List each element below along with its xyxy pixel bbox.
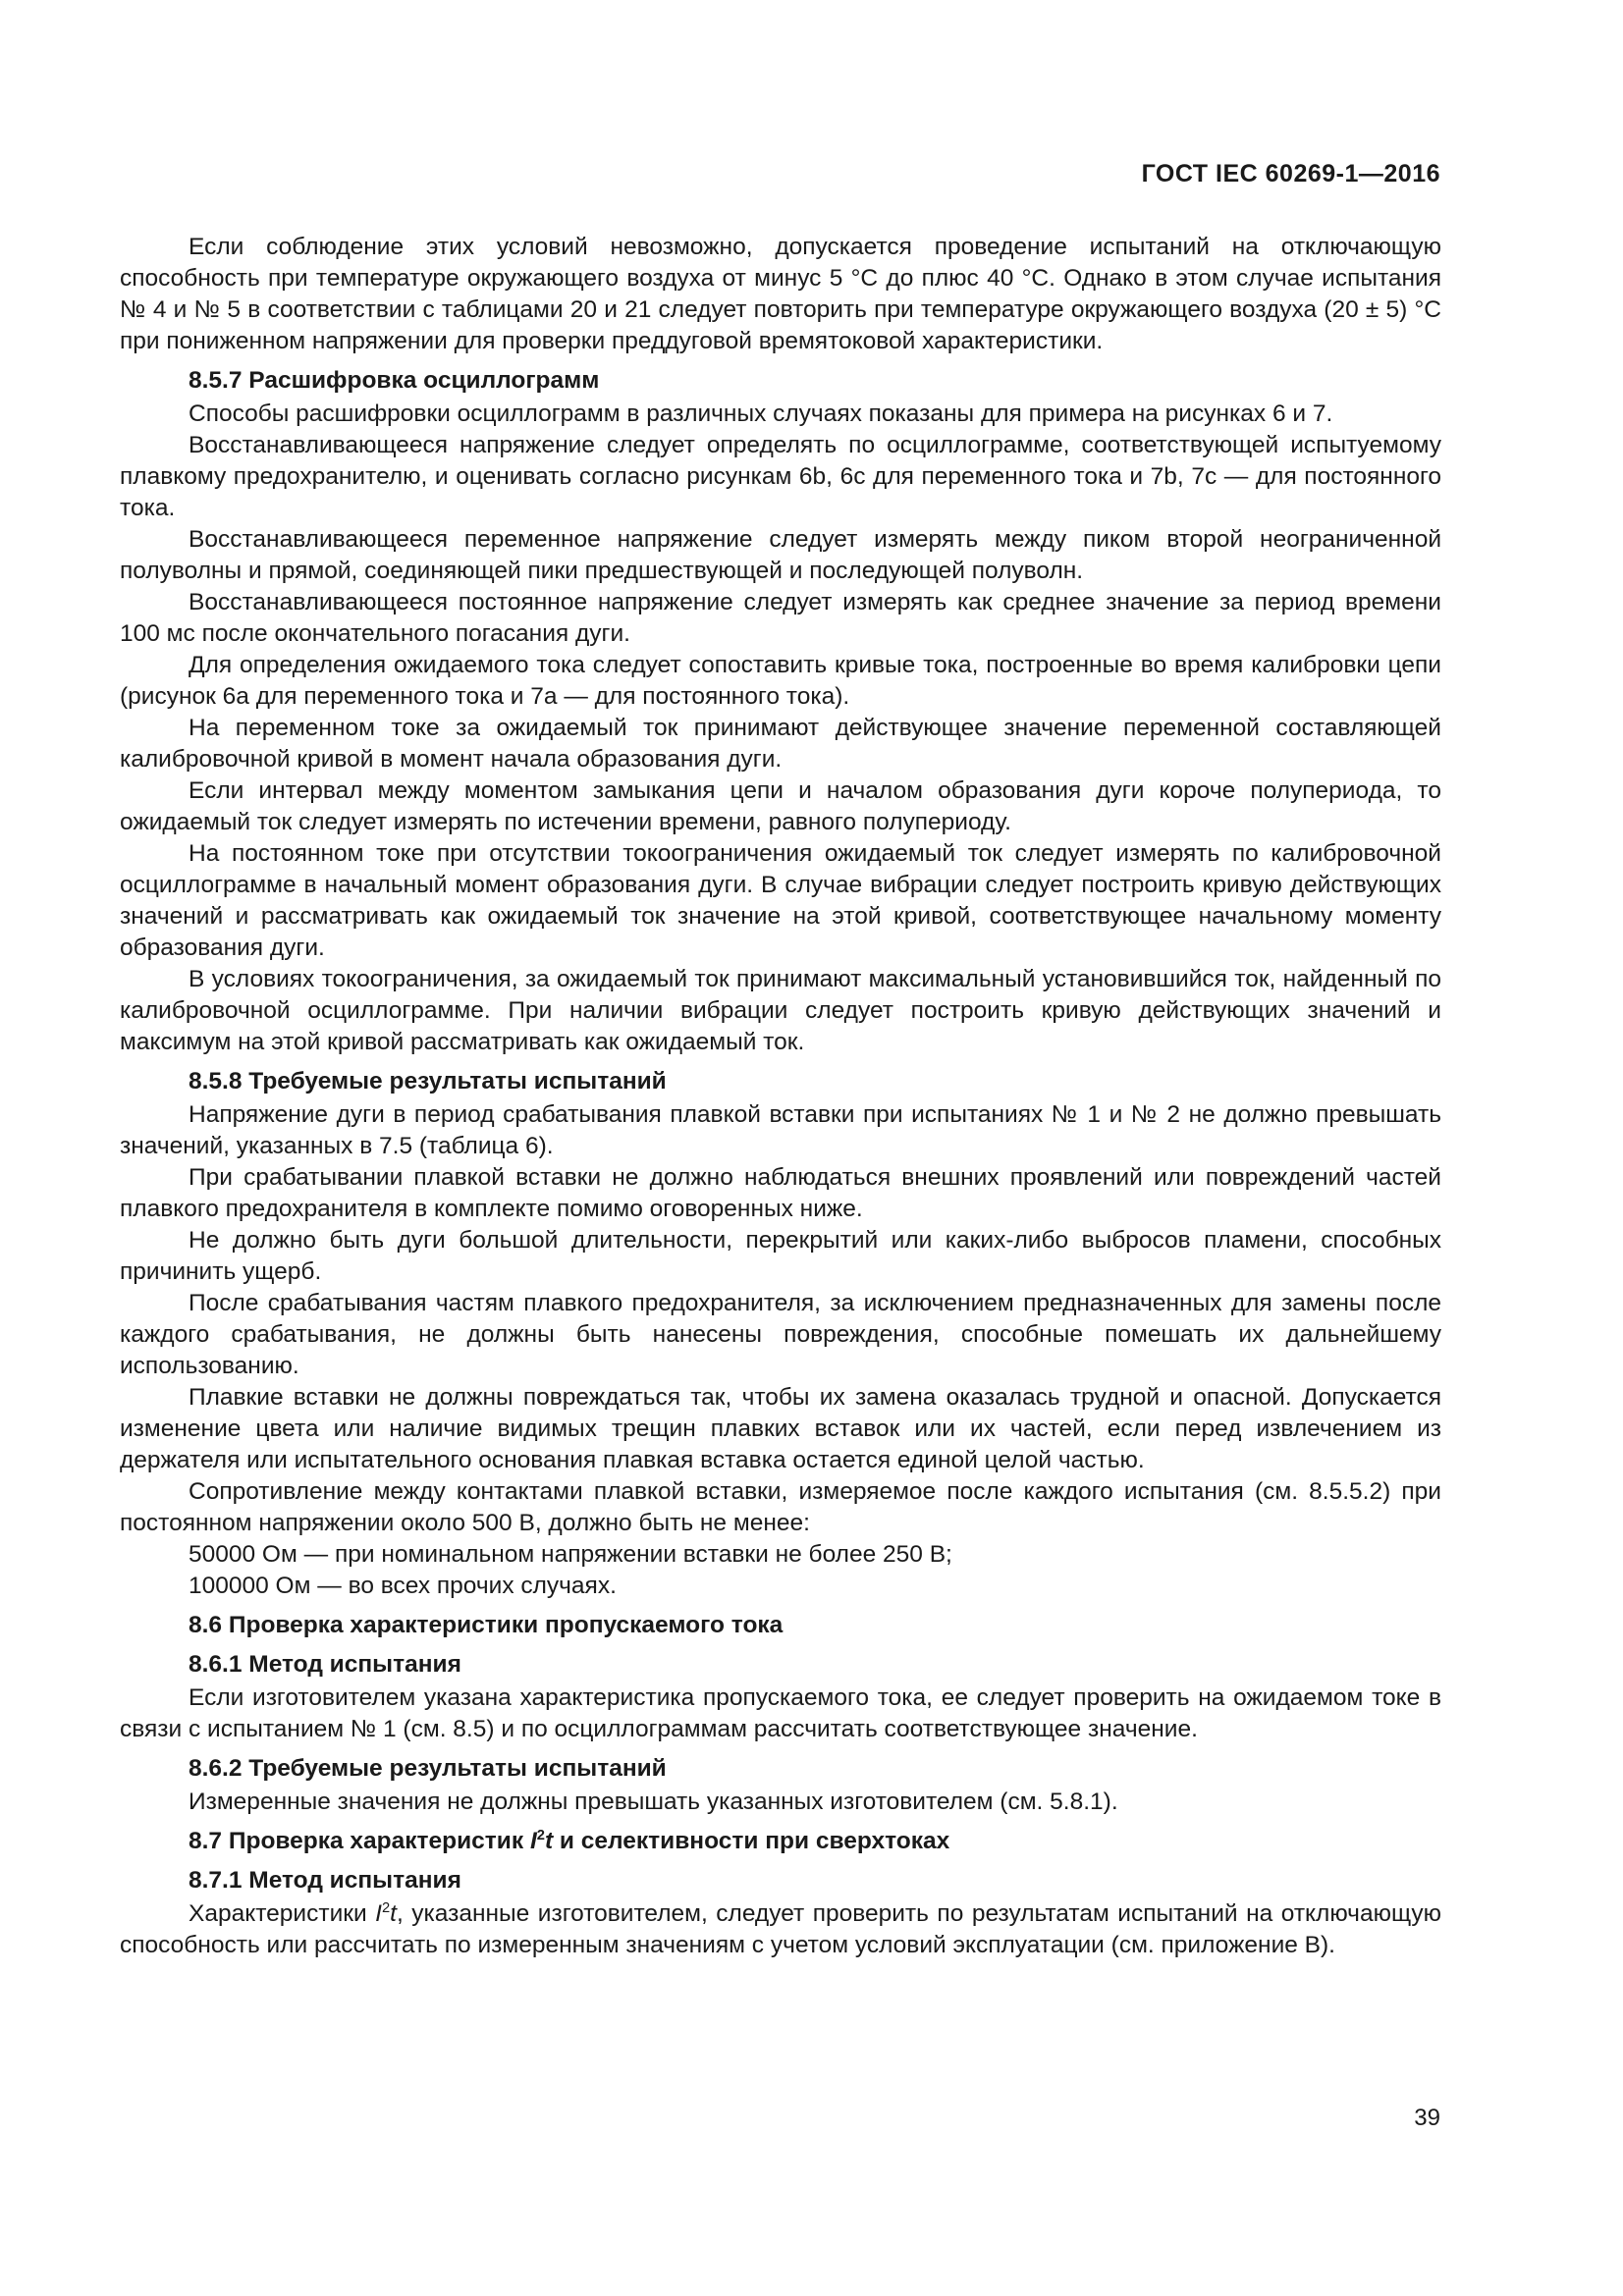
text-segment: , указанные изготовителем, следует проверить по результатам испытаний на отключающую способность или рассчитать по измеренным значениям с учетом условий эксплуатации (см. приложение В). — [120, 1900, 1442, 1958]
paragraph: Не должно быть дуги большой длительности, перекрытий или каких-либо выбросов пламени, способных причинить ущерб. — [120, 1227, 1441, 1285]
symbol-t: t — [544, 1828, 554, 1854]
paragraph: Восстанавливающееся постоянное напряжение следует измерять как среднее значение за период времени 100 мс после окончательного погасания дуги. — [120, 589, 1441, 647]
superscript: 2 — [381, 1899, 391, 1916]
paragraph: Если интервал между моментом замыкания цепи и началом образования дуги короче полупериода, то ожидаемый ток следует измерять по истечении времени, равного полупериоду. — [120, 777, 1441, 835]
paragraph: На переменном токе за ожидаемый ток принимают действующее значение переменной составляющей калибровочной кривой в момент начала образования дуги. — [120, 715, 1441, 773]
section-heading: 8.7.1 Метод испытания — [189, 1867, 461, 1894]
list-item: 50000 Ом — при номинальном напряжении вставки не более 250 В; — [189, 1541, 952, 1568]
paragraph: Восстанавливающееся переменное напряжение следует измерять между пиком второй неограниченной полуволны и прямой, соединяющей пики предшествующей и последующей полуволн. — [120, 526, 1441, 584]
paragraph: После срабатывания частям плавкого предохранителя, за исключением предназначенных для замены после каждого срабатывания, не должны быть нанесены повреждения, способные помешать их дальнейшему использованию. — [120, 1290, 1441, 1379]
paragraph: Если изготовителем указана характеристика пропускаемого тока, ее следует проверить на ожидаемом токе в связи с испытанием № 1 (см. 8.5) и по осциллограммам рассчитать соответствующее значение. — [120, 1684, 1441, 1742]
symbol-t: t — [390, 1900, 397, 1927]
section-heading: 8.6.2 Требуемые результаты испытаний — [189, 1755, 667, 1782]
section-heading: 8.5.8 Требуемые результаты испытаний — [189, 1068, 667, 1095]
paragraph: Если соблюдение этих условий невозможно, допускается проведение испытаний на отключающую способность при температуре окружающего воздуха от минус 5 °С до плюс 40 °С. Однако в этом случае испытания № 4 и № 5 в соответствии с таблицами 20 и 21 следует повторить при температуре окружающего воздуха (20 ± 5) °С при пониженном напряжении для проверки преддуговой времятоковой характеристики. — [120, 234, 1441, 354]
section-heading: 8.5.7 Расшифровка осциллограмм — [189, 367, 600, 394]
paragraph: Для определения ожидаемого тока следует сопоставить кривые тока, построенные во время калибровки цепи (рисунок 6а для переменного тока и 7а — для постоянного тока). — [120, 652, 1441, 710]
list-item: 100000 Ом — во всех прочих случаях. — [189, 1573, 617, 1599]
paragraph: На постоянном токе при отсутствии токоограничения ожидаемый ток следует измерять по калибровочной осциллограмме в начальный момент образования дуги. В случае вибрации следует построить кривую действующих значений и рассматривать как ожидаемый ток значение на этой кривой, соответствующее начальному моменту образования дуги. — [120, 840, 1441, 961]
paragraph: В условиях токоограничения, за ожидаемый ток принимают максимальный установившийся ток, найденный по калибровочной осциллограмме. При наличии вибрации следует построить кривую действующих значений и максимум на этой кривой рассматривать как ожидаемый ток. — [120, 966, 1441, 1055]
text-segment: и селективности при сверхтоках — [553, 1828, 950, 1854]
section-heading: 8.6.1 Метод испытания — [189, 1651, 461, 1678]
paragraph: Способы расшифровки осциллограмм в различных случаях показаны для примера на рисунках 6 и 7. — [189, 400, 1333, 427]
document-body — [120, 232, 1441, 1961]
document-header: ГОСТ IEC 60269-1—2016 — [1141, 160, 1440, 187]
symbol-i: I — [375, 1900, 382, 1927]
paragraph: Восстанавливающееся напряжение следует определять по осциллограмме, соответствующей испытуемому плавкому предохранителю, и оценивать согласно рисункам 6b, 6с для переменного тока и 7b, 7с — для постоянного тока. — [120, 432, 1441, 521]
paragraph — [120, 1898, 1441, 1961]
paragraph: При срабатывании плавкой вставки не должно наблюдаться внешних проявлений или повреждений частей плавкого предохранителя в комплекте помимо оговоренных ниже. — [120, 1164, 1441, 1222]
paragraph: Измеренные значения не должны превышать указанных изготовителем (см. 5.8.1). — [189, 1789, 1118, 1815]
text-segment: 8.7 Проверка характеристик — [189, 1828, 530, 1854]
section-heading — [120, 1826, 1441, 1857]
page-number: 39 — [1414, 2105, 1440, 2131]
paragraph: Сопротивление между контактами плавкой вставки, измеряемое после каждого испытания (см. 8.5.5.2) при постоянном напряжении около 500 В, должно быть не менее: — [120, 1478, 1441, 1536]
symbol-i: I — [529, 1828, 537, 1854]
paragraph: Плавкие вставки не должны повреждаться так, чтобы их замена оказалась трудной и опасной. Допускается изменение цвета или наличие видимых трещин плавких вставок или их частей, если перед извлечением из держателя или испытательного основания плавкая вставка остается единой целой частью. — [120, 1384, 1441, 1473]
paragraph: Напряжение дуги в период срабатывания плавкой вставки при испытаниях № 1 и № 2 не должно превышать значений, указанных в 7.5 (таблица 6). — [120, 1101, 1441, 1159]
text-segment: Характеристики — [189, 1900, 376, 1927]
section-heading: 8.6 Проверка характеристики пропускаемого тока — [189, 1612, 784, 1638]
superscript: 2 — [536, 1827, 545, 1843]
